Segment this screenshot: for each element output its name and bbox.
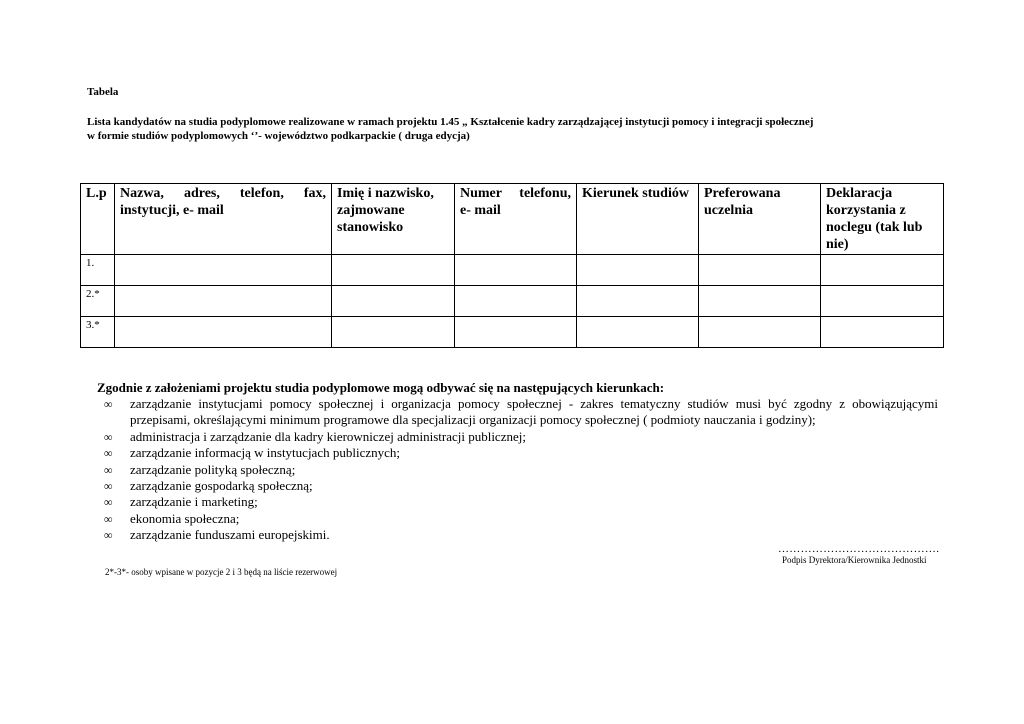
cell-name-position — [332, 286, 455, 317]
table-row — [81, 286, 944, 317]
cell-preferred-university — [699, 286, 821, 317]
cell-accommodation — [821, 286, 944, 317]
list-item — [104, 478, 938, 494]
cell-phone-email — [455, 286, 577, 317]
table-row — [81, 317, 944, 348]
footnote: 2*-3*- osoby wpisane w pozycje 2 i 3 będą na liście rezerwowej — [105, 567, 338, 577]
candidates-table — [80, 183, 944, 348]
cell-accommodation — [821, 255, 944, 286]
infinity-bullet-icon: ∞ — [104, 495, 113, 510]
table-label: Tabela — [87, 86, 119, 98]
header-preferred-university: Preferowana uczelnia — [699, 184, 821, 255]
document-title — [87, 115, 947, 143]
header-phone-email: Numer telefonu, e- mail — [455, 184, 577, 255]
directions-heading: Zgodnie z założeniami projektu studia podyplomowe mogą odbywać się na następujących kierunkach: — [97, 380, 665, 395]
list-item — [104, 527, 938, 543]
table-header-row — [81, 184, 944, 255]
directions-list — [104, 396, 938, 544]
title-line-2: w formie studiów podyplomowych ‘’- województwo podkarpackie ( druga edycja) — [87, 130, 470, 142]
cell-phone-email — [455, 317, 577, 348]
signature-caption: Podpis Dyrektora/Kierownika Jednostki — [782, 555, 927, 565]
cell-lp: 3.* — [81, 317, 115, 348]
list-item-text: zarządzanie gospodarką społeczną; — [130, 478, 313, 494]
list-item-text: ekonomia społeczna; — [130, 510, 240, 526]
cell-accommodation — [821, 317, 944, 348]
list-item — [104, 511, 938, 527]
header-accommodation: Deklaracja korzystania z noclegu (tak lub nie) — [821, 184, 944, 255]
header-field-of-study: Kierunek studiów — [577, 184, 699, 255]
title-line-1: Lista kandydatów na studia podyplomowe realizowane w ramach projektu 1.45 „ Kształcenie kadry zarządzającej instytucji pomocy i integracji społecznej — [87, 116, 814, 128]
cell-lp: 2.* — [81, 286, 115, 317]
list-item-text: zarządzanie instytucjami pomocy społecznej i organizacja pomocy społecznej - zakres tematyczny studiów musi być zgodny z obowiązującymi przepisami, określającymi minimum programowe dla specjalizacji organizacji pomocy społecznej ( podmioty nauczania i godziny); — [130, 396, 938, 428]
list-item — [104, 494, 938, 510]
cell-field-of-study — [577, 286, 699, 317]
cell-preferred-university — [699, 317, 821, 348]
infinity-bullet-icon: ∞ — [104, 479, 113, 494]
list-item — [104, 429, 938, 445]
infinity-bullet-icon: ∞ — [104, 528, 113, 543]
header-name-position: Imię i nazwisko, zajmowane stanowisko — [332, 184, 455, 255]
cell-field-of-study — [577, 255, 699, 286]
cell-lp: 1. — [81, 255, 115, 286]
header-institution: Nazwa, adres, telefon, fax, instytucji, e- mail — [115, 184, 332, 255]
list-item-text: administracja i zarządzanie dla kadry kierowniczej administracji publicznej; — [130, 428, 526, 444]
cell-institution — [115, 286, 332, 317]
list-item-text: zarządzanie funduszami europejskimi. — [130, 527, 330, 543]
list-item — [104, 462, 938, 478]
list-item-text: zarządzanie informacją w instytucjach publicznych; — [130, 445, 400, 461]
cell-institution — [115, 317, 332, 348]
infinity-bullet-icon: ∞ — [104, 446, 113, 461]
cell-name-position — [332, 255, 455, 286]
infinity-bullet-icon: ∞ — [104, 429, 113, 444]
signature-line: ……………………………………. — [778, 543, 940, 555]
infinity-bullet-icon: ∞ — [104, 397, 113, 411]
infinity-bullet-icon: ∞ — [104, 511, 113, 526]
infinity-bullet-icon: ∞ — [104, 462, 113, 477]
list-item — [104, 445, 938, 461]
list-item-text: zarządzanie polityką społeczną; — [130, 461, 296, 477]
list-item-text: zarządzanie i marketing; — [130, 494, 258, 510]
cell-preferred-university — [699, 255, 821, 286]
cell-institution — [115, 255, 332, 286]
cell-phone-email — [455, 255, 577, 286]
cell-field-of-study — [577, 317, 699, 348]
table-row — [81, 255, 944, 286]
list-item — [104, 396, 938, 429]
header-lp: L.p — [81, 184, 115, 255]
cell-name-position — [332, 317, 455, 348]
